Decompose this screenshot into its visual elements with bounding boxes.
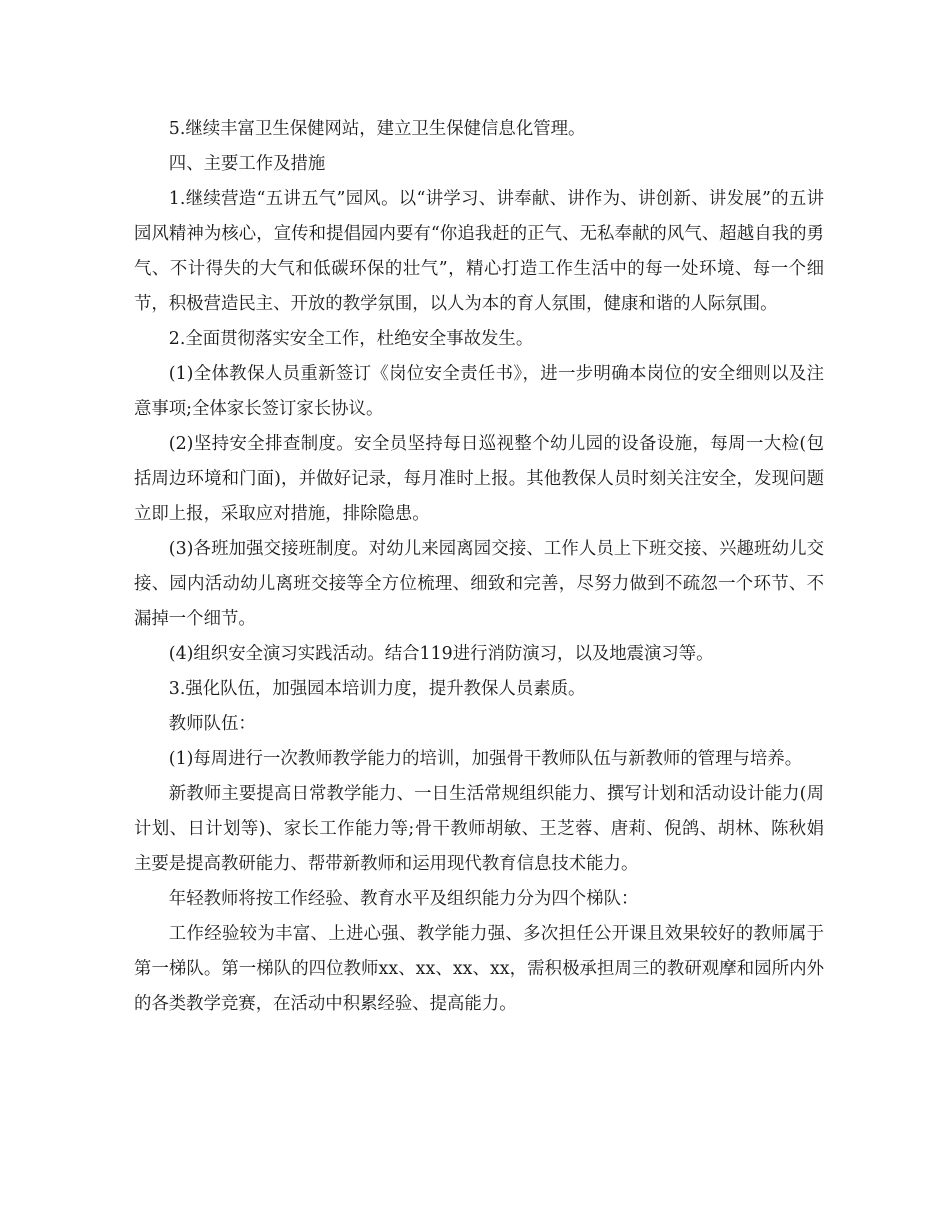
paragraph-7: (3)各班加强交接班制度。对幼儿来园离园交接、工作人员上下班交接、兴趣班幼儿交接、园内活动幼儿离班交接等全方位梳理、细致和完善，尽努力做到不疏忽一个环节、不漏掉一个细节。 xyxy=(134,539,824,629)
paragraph-12: 新教师主要提高日常教学能力、一日生活常规组织能力、撰写计划和活动设计能力(周计划、日计划等)、家长工作能力等;骨干教师胡敏、王芝蓉、唐莉、倪鸽、胡林、陈秋娟主要是提高教研能力、帮带新教师和运用现代教育信息技术能力。 xyxy=(134,784,824,874)
section-heading-4: 四、主要工作及措施 xyxy=(168,154,326,174)
paragraph-9: 3.强化队伍，加强园本培训力度，提升教保人员素质。 xyxy=(168,679,586,699)
paragraph-8: (4)组织安全演习实践活动。结合119进行消防演习，以及地震演习等。 xyxy=(168,644,714,664)
paragraph-1: 5.继续丰富卫生保健网站，建立卫生保健信息化管理。 xyxy=(168,119,586,139)
document-body xyxy=(134,112,824,1022)
paragraph-14: 工作经验较为丰富、上进心强、教学能力强、多次担任公开课且效果较好的教师属于第一梯队。第一梯队的四位教师xx、xx、xx、xx，需积极承担周三的教研观摩和园所内外的各类教学竞赛，在活动中积累经验、提高能力。 xyxy=(134,924,824,1014)
paragraph-13: 年轻教师将按工作经验、教育水平及组织能力分为四个梯队： xyxy=(168,889,639,909)
paragraph-3: 1.继续营造“五讲五气”园风。以“讲学习、讲奉献、讲作为、讲创新、讲发展”的五讲园风精神为核心，宣传和提倡园内要有“你追我赶的正气、无私奉献的风气、超越自我的勇气、不计得失的大气和低碳环保的壮气”，精心打造工作生活中的每一处环境、每一个细节，积极营造民主、开放的教学氛围，以人为本的育人氛围，健康和谐的人际氛围。 xyxy=(134,189,824,314)
paragraph-4: 2.全面贯彻落实安全工作，杜绝安全事故发生。 xyxy=(168,329,534,349)
paragraph-5: (1)全体教保人员重新签订《岗位安全责任书》，进一步明确本岗位的安全细则以及注意事项;全体家长签订家长协议。 xyxy=(134,364,824,419)
paragraph-10: 教师队伍： xyxy=(168,714,256,734)
paragraph-11: (1)每周进行一次教师教学能力的培训，加强骨干教师队伍与新教师的管理与培养。 xyxy=(168,749,803,769)
paragraph-6: (2)坚持安全排查制度。安全员坚持每日巡视整个幼儿园的设备设施，每周一大检(包括周边环境和门面)，并做好记录，每月准时上报。其他教保人员时刻关注安全，发现问题立即上报，采取应对措施，排除隐患。 xyxy=(134,434,824,524)
